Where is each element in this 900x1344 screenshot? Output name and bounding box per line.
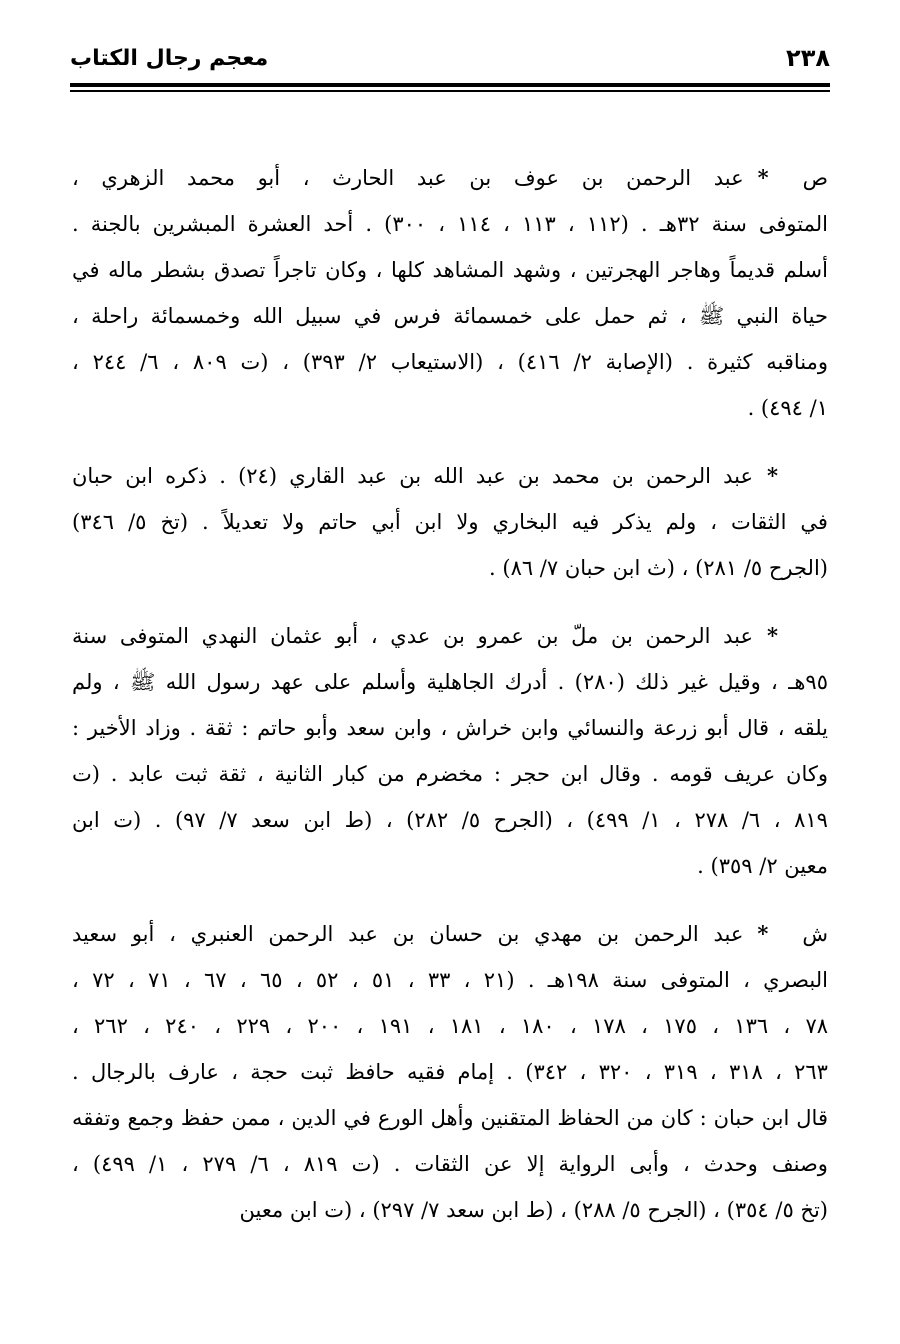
entry-text: عبد الرحمن بن ملّ بن عمرو بن عدي ، أبو عثمان النهدي المتوفى سنة <box>72 624 754 648</box>
entry-text: ١/ ٤٩٤) . <box>747 396 828 420</box>
entry-text: (تخ ٥/ ٣٥٤) ، (الجرح ٥/ ٢٨٨) ، (ط ابن سعد ٧/ ٢٩٧) ، (ت ابن معين <box>239 1198 828 1222</box>
entry-text: ٧٨ ، ١٣٦ ، ١٧٥ ، ١٧٨ ، ١٨٠ ، ١٨١ ، ١٩١ ، ٢٠٠ ، ٢٢٩ ، ٢٤٠ ، ٢٦٢ ، <box>72 1014 828 1038</box>
page-header <box>70 40 830 80</box>
entry-text: عبد الرحمن بن محمد بن عبد الله بن عبد القاري (٢٤) . ذكره ابن حبان <box>72 464 754 488</box>
entry-text: في الثقات ، ولم يذكر فيه البخاري ولا ابن أبي حاتم ولا تعديلاً . (تخ ٥/ ٣٤٦) <box>72 510 828 534</box>
biography-entry <box>72 453 828 591</box>
entry-text: المتوفى سنة ٣٢هـ . (١١٢ ، ١١٣ ، ١١٤ ، ٣٠٠) . أحد العشرة المبشرين بالجنة . <box>72 212 828 236</box>
entry-line <box>72 499 828 545</box>
entry-text: (الجرح ٥/ ٢٨١) ، (ث ابن حبان ٧/ ٨٦) . <box>489 556 828 580</box>
entry-text: وصنف وحدث ، وأبى الرواية إلا عن الثقات . (ت ٨١٩ ، ٦/ ٢٧٩ ، ١/ ٤٩٩) ، <box>72 1152 828 1176</box>
entry-text: عبد الرحمن بن مهدي بن حسان بن عبد الرحمن العنبري ، أبو سعيد <box>72 922 744 946</box>
entry-line <box>72 247 828 293</box>
entry-line <box>72 843 828 889</box>
page-number: ٢٣٨ <box>786 44 830 72</box>
entry-text: ٢٦٣ ، ٣١٨ ، ٣١٩ ، ٣٢٠ ، ٣٤٢) . إمام فقيه حافظ ثبت حجة ، عارف بالرجال . <box>72 1060 828 1084</box>
entry-line <box>72 1187 828 1233</box>
entry-line <box>72 1049 828 1095</box>
biography-entry <box>72 911 828 1233</box>
entry-star-marker: * <box>757 921 769 946</box>
entry-line <box>72 613 828 659</box>
entry-text: قال ابن حبان : كان من الحفاظ المتقنين وأهل الورع في الدين ، ممن حفظ وجمع وتفقه <box>72 1106 828 1130</box>
entry-line <box>72 751 828 797</box>
entry-text: البصري ، المتوفى سنة ١٩٨هـ . (٢١ ، ٣٣ ، ٥١ ، ٥٢ ، ٦٥ ، ٦٧ ، ٧١ ، ٧٢ ، <box>72 968 828 992</box>
entry-line <box>72 797 828 843</box>
entry-text: يلقه ، قال أبو زرعة والنسائي وابن خراش ، وابن سعد وأبو حاتم : ثقة . وزاد الأخير : <box>72 716 828 740</box>
entry-text: أسلم قديماً وهاجر الهجرتين ، وشهد المشاهد كلها ، وكان تاجراً تصدق بشطر ماله في <box>72 258 828 282</box>
entry-line <box>72 545 828 591</box>
entry-text: معين ٢/ ٣٥٩) . <box>697 854 828 878</box>
entry-line <box>72 1003 828 1049</box>
entry-line <box>72 339 828 385</box>
entry-text: ومناقبه كثيرة . (الإصابة ٢/ ٤١٦) ، (الاستيعاب ٢/ ٣٩٣) ، (ت ٨٠٩ ، ٦/ ٢٤٤ ، <box>72 350 828 374</box>
entry-text: حياة النبي ﷺ ، ثم حمل على خمسمائة فرس في سبيل الله وخمسمائة راحلة ، <box>72 304 828 328</box>
entry-line <box>72 201 828 247</box>
header-rule-thin <box>70 90 830 92</box>
entry-text: ٩٥هـ ، وقيل غير ذلك (٢٨٠) . أدرك الجاهلية وأسلم على عهد رسول الله ﷺ ، ولم <box>72 670 828 694</box>
book-title: معجم رجال الكتاب <box>70 46 269 71</box>
entry-line <box>72 911 828 957</box>
entry-line <box>72 957 828 1003</box>
biography-entry <box>72 613 828 889</box>
header-rule-thick <box>70 83 830 87</box>
entry-line <box>72 1141 828 1187</box>
entry-line <box>72 293 828 339</box>
entry-line <box>72 705 828 751</box>
entry-star-marker: * <box>757 165 769 190</box>
entry-star-marker: * <box>767 623 778 648</box>
entry-text: عبد الرحمن بن عوف بن عبد الحارث ، أبو محمد الزهري ، <box>72 166 744 190</box>
entry-line <box>72 659 828 705</box>
entry-line <box>72 155 828 201</box>
source-code: ش <box>802 922 828 946</box>
source-code: ص <box>802 166 828 190</box>
entry-line <box>72 1095 828 1141</box>
page-body <box>72 155 828 1255</box>
entry-line <box>72 453 828 499</box>
entry-line <box>72 385 828 431</box>
biography-entry <box>72 155 828 431</box>
entry-star-marker: * <box>767 463 779 488</box>
entry-text: ٨١٩ ، ٦/ ٢٧٨ ، ١/ ٤٩٩) ، (الجرح ٥/ ٢٨٢) ، (ط ابن سعد ٧/ ٩٧) . (ت ابن <box>72 808 828 832</box>
entry-text: وكان عريف قومه . وقال ابن حجر : مخضرم من كبار الثانية ، ثقة ثبت عابد . (ت <box>72 762 828 786</box>
